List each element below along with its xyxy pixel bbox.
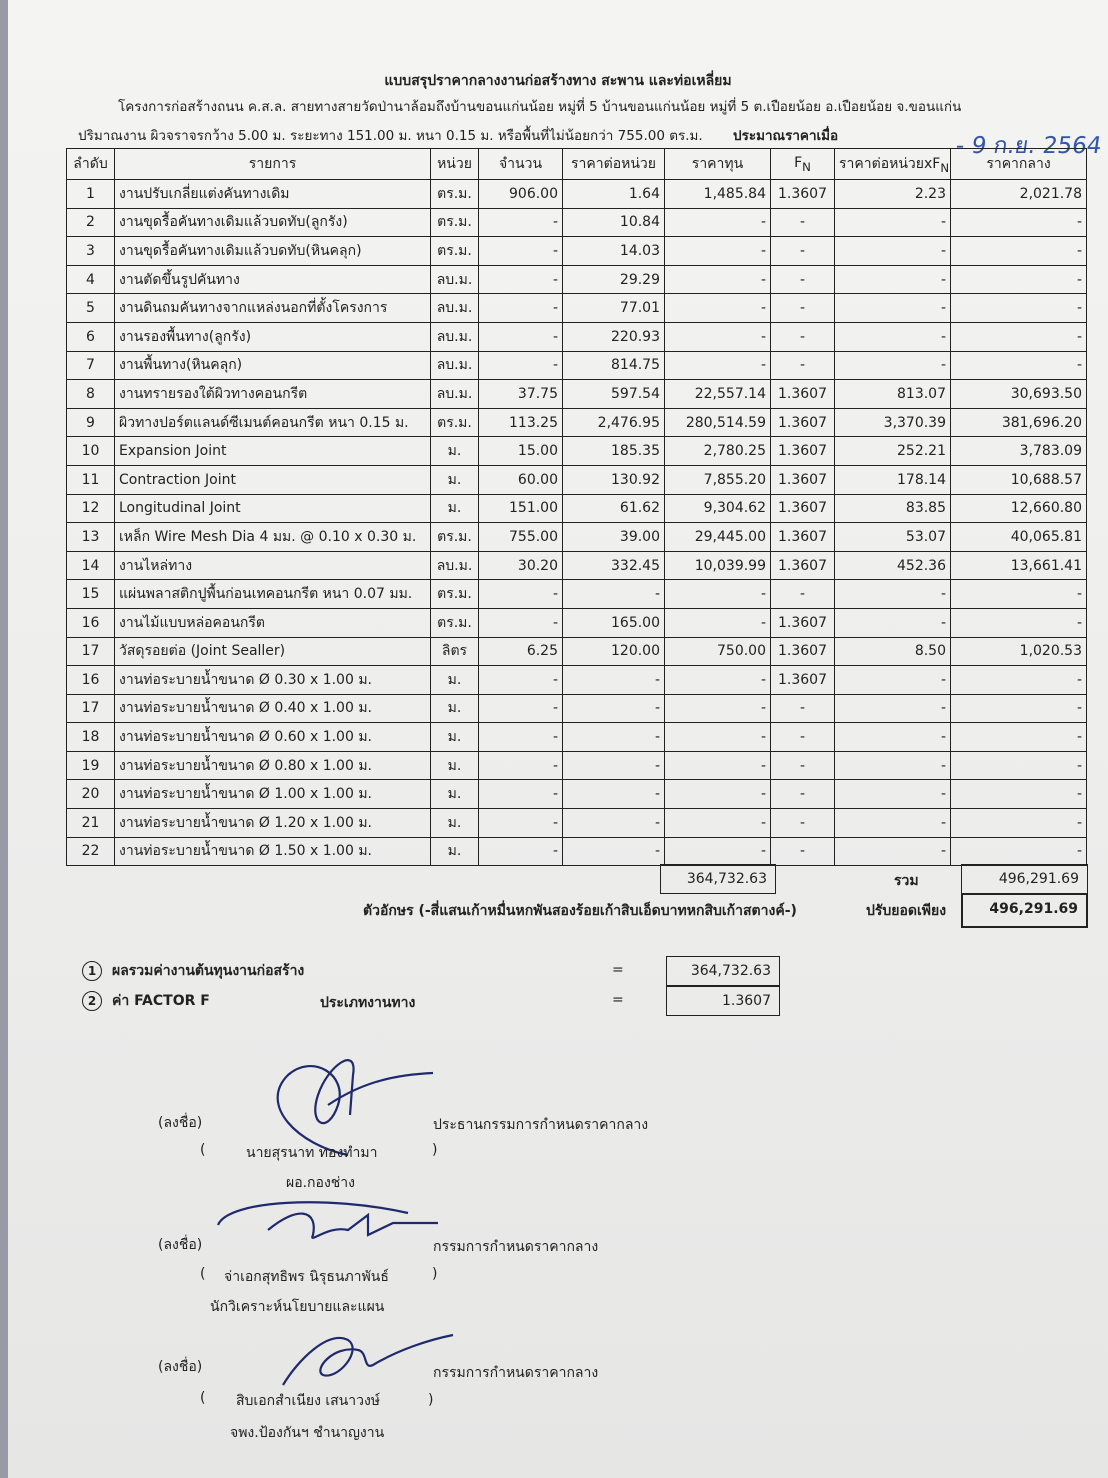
row-item: Contraction Joint	[115, 465, 431, 494]
row-qty: -	[479, 294, 563, 323]
row-unit-price: 165.00	[563, 608, 665, 637]
row-qty: -	[479, 265, 563, 294]
row-no: 6	[67, 322, 115, 351]
row-item: งานตัดขึ้นรูปคันทาง	[115, 265, 431, 294]
sign-label-3: (ลงชื่อ)	[158, 1359, 203, 1375]
row-median-price: -	[951, 322, 1087, 351]
row-factor: -	[771, 723, 835, 752]
row-cost: -	[665, 208, 771, 237]
row-item: งานท่อระบายน้ำขนาด Ø 1.50 x 1.00 ม.	[115, 837, 431, 866]
table-row	[67, 494, 1087, 523]
row-median-price: 10,688.57	[951, 465, 1087, 494]
row-unit-price: 2,476.95	[563, 408, 665, 437]
row-unit-price-x-f: -	[835, 694, 951, 723]
row-unit-price: -	[563, 694, 665, 723]
table-row	[67, 809, 1087, 838]
row-no: 11	[67, 465, 115, 494]
row-unit: ม.	[431, 751, 479, 780]
header-unit: หน่วย	[431, 149, 479, 180]
table-row	[67, 837, 1087, 866]
row-unit: ม.	[431, 437, 479, 466]
row-cost: -	[665, 837, 771, 866]
row-median-price: -	[951, 608, 1087, 637]
row-qty: -	[479, 322, 563, 351]
row-qty: 6.25	[479, 637, 563, 666]
row-median-price: -	[951, 694, 1087, 723]
row-unit: ลบ.ม.	[431, 380, 479, 409]
row-unit-price-x-f: 2.23	[835, 180, 951, 209]
row-no: 8	[67, 380, 115, 409]
row-no: 7	[67, 351, 115, 380]
header-item: รายการ	[115, 149, 431, 180]
table-row	[67, 608, 1087, 637]
row-unit: ตร.ม.	[431, 208, 479, 237]
row-unit-price-x-f: -	[835, 265, 951, 294]
row-median-price: -	[951, 351, 1087, 380]
table-row	[67, 637, 1087, 666]
row-unit-price: 120.00	[563, 637, 665, 666]
row-qty: -	[479, 694, 563, 723]
signer-2-position: นักวิเคราะห์นโยบายและแผน	[210, 1299, 385, 1315]
row-item: งานไหล่ทาง	[115, 551, 431, 580]
row-cost: -	[665, 666, 771, 695]
row-factor: 1.3607	[771, 437, 835, 466]
row-unit: ม.	[431, 809, 479, 838]
row-factor: -	[771, 694, 835, 723]
row-cost: -	[665, 809, 771, 838]
row-cost: 750.00	[665, 637, 771, 666]
signer-3-name: สิบเอกสำเนียง เสนาวงษ์	[236, 1393, 381, 1409]
row-median-price: 13,661.41	[951, 551, 1087, 580]
row-unit: ม.	[431, 494, 479, 523]
cost-total-box: 364,732.63	[660, 864, 776, 894]
row-factor: -	[771, 294, 835, 323]
row-median-price: -	[951, 723, 1087, 752]
row-unit: ลิตร	[431, 637, 479, 666]
row-factor: -	[771, 809, 835, 838]
row-no: 3	[67, 237, 115, 266]
row-unit: ตร.ม.	[431, 180, 479, 209]
sign-label-2: (ลงชื่อ)	[158, 1237, 203, 1253]
header-unit-price-x-f: ราคาต่อหน่วย$xF_N$	[835, 149, 951, 180]
row-factor: 1.3607	[771, 408, 835, 437]
row-item: แผ่นพลาสติกปูพื้นก่อนเทคอนกรีต หนา 0.07 มม.	[115, 580, 431, 609]
row-cost: 10,039.99	[665, 551, 771, 580]
row-unit: ตร.ม.	[431, 580, 479, 609]
row-item: ผิวทางปอร์ตแลนด์ซีเมนต์คอนกรีต หนา 0.15 ม.	[115, 408, 431, 437]
signer-1-position: ผอ.กองช่าง	[286, 1175, 355, 1191]
row-unit-price: 77.01	[563, 294, 665, 323]
row-unit-price-x-f: -	[835, 294, 951, 323]
row-factor: -	[771, 837, 835, 866]
sum-value-box: 496,291.69	[961, 864, 1088, 894]
row-unit-price-x-f: 252.21	[835, 437, 951, 466]
row-unit-price-x-f: -	[835, 208, 951, 237]
row-cost: 22,557.14	[665, 380, 771, 409]
row-qty: -	[479, 208, 563, 237]
row-no: 9	[67, 408, 115, 437]
row-item: งานท่อระบายน้ำขนาด Ø 0.40 x 1.00 ม.	[115, 694, 431, 723]
adjusted-value-box: 496,291.69	[961, 894, 1088, 928]
table-row	[67, 580, 1087, 609]
row-median-price: 1,020.53	[951, 637, 1087, 666]
row-cost: 7,855.20	[665, 465, 771, 494]
row-median-price: -	[951, 751, 1087, 780]
row-unit: ม.	[431, 780, 479, 809]
row-unit-price-x-f: -	[835, 237, 951, 266]
table-header-row	[67, 149, 1087, 180]
row-unit: ลบ.ม.	[431, 351, 479, 380]
row-unit-price: 597.54	[563, 380, 665, 409]
row-unit-price: 14.03	[563, 237, 665, 266]
row-unit: ม.	[431, 694, 479, 723]
summary-item-1	[82, 960, 304, 982]
row-qty: -	[479, 723, 563, 752]
estimate-date-handwritten: - 9 ก.ย. 2564	[954, 133, 1104, 159]
row-cost: -	[665, 351, 771, 380]
summary-item-2	[82, 990, 210, 1012]
row-unit-price: 220.93	[563, 322, 665, 351]
table-row	[67, 780, 1087, 809]
signer-1-open-paren: (	[200, 1142, 206, 1158]
row-cost: -	[665, 694, 771, 723]
row-median-price: 3,783.09	[951, 437, 1087, 466]
row-qty: 906.00	[479, 180, 563, 209]
row-no: 10	[67, 437, 115, 466]
document-page	[8, 0, 1108, 1478]
row-item: งานท่อระบายน้ำขนาด Ø 0.30 x 1.00 ม.	[115, 666, 431, 695]
row-median-price: -	[951, 208, 1087, 237]
row-unit-price: 1.64	[563, 180, 665, 209]
row-factor: -	[771, 351, 835, 380]
table-row	[67, 723, 1087, 752]
quantity-text: ปริมาณงาน ผิวจราจรกว้าง 5.00 ม. ระยะทาง 151.00 ม. หนา 0.15 ม. หรือพื้นที่ไม่น้อยกว่า 755.00 ตร.ม.	[78, 128, 703, 144]
row-unit-price: 61.62	[563, 494, 665, 523]
table-row	[67, 408, 1087, 437]
row-median-price: -	[951, 809, 1087, 838]
row-unit-price: 130.92	[563, 465, 665, 494]
row-unit-price: 10.84	[563, 208, 665, 237]
row-unit-price-x-f: -	[835, 322, 951, 351]
row-unit-price-x-f: 83.85	[835, 494, 951, 523]
row-unit-price: -	[563, 666, 665, 695]
row-qty: 37.75	[479, 380, 563, 409]
row-median-price: -	[951, 837, 1087, 866]
row-qty: -	[479, 666, 563, 695]
row-qty: -	[479, 837, 563, 866]
adjusted-label: ปรับยอดเพียง	[866, 903, 947, 919]
table-row	[67, 666, 1087, 695]
header-cost: ราคาทุน	[665, 149, 771, 180]
row-item: งานท่อระบายน้ำขนาด Ø 1.00 x 1.00 ม.	[115, 780, 431, 809]
table-row	[67, 294, 1087, 323]
summary-item-1-label: ผลรวมค่างานต้นทุนงานก่อสร้าง	[112, 963, 305, 979]
row-qty: 113.25	[479, 408, 563, 437]
row-unit-price: -	[563, 751, 665, 780]
row-unit-price: -	[563, 723, 665, 752]
row-qty: -	[479, 608, 563, 637]
row-unit-price-x-f: 178.14	[835, 465, 951, 494]
row-no: 15	[67, 580, 115, 609]
table-row	[67, 465, 1087, 494]
header-median-price: ราคากลาง	[951, 149, 1087, 180]
row-qty: 60.00	[479, 465, 563, 494]
table-row	[67, 351, 1087, 380]
row-qty: 30.20	[479, 551, 563, 580]
row-unit-price-x-f: -	[835, 837, 951, 866]
signer-2-close-paren: )	[432, 1266, 438, 1282]
row-no: 22	[67, 837, 115, 866]
signer-2-name: จ่าเอกสุทธิพร นิรุธนภาพันธ์	[224, 1269, 389, 1285]
row-unit-price-x-f: 452.36	[835, 551, 951, 580]
row-cost: -	[665, 780, 771, 809]
row-unit: ลบ.ม.	[431, 551, 479, 580]
row-item: งานไม้แบบหล่อคอนกรีต	[115, 608, 431, 637]
row-qty: -	[479, 580, 563, 609]
row-cost: -	[665, 294, 771, 323]
header-unit-price: ราคาต่อหน่วย	[563, 149, 665, 180]
row-item: งานพื้นทาง(หินคลุก)	[115, 351, 431, 380]
row-unit-price-x-f: -	[835, 666, 951, 695]
row-qty: -	[479, 237, 563, 266]
row-unit-price-x-f: 3,370.39	[835, 408, 951, 437]
row-median-price: 2,021.78	[951, 180, 1087, 209]
row-unit: ม.	[431, 465, 479, 494]
row-unit: ม.	[431, 723, 479, 752]
row-no: 5	[67, 294, 115, 323]
row-cost: -	[665, 237, 771, 266]
row-factor: -	[771, 265, 835, 294]
circled-number-2: 2	[82, 991, 102, 1011]
row-unit: ตร.ม.	[431, 237, 479, 266]
row-factor: 1.3607	[771, 551, 835, 580]
row-unit-price-x-f: -	[835, 608, 951, 637]
row-median-price: -	[951, 294, 1087, 323]
signer-1-close-paren: )	[432, 1142, 438, 1158]
row-unit-price: -	[563, 780, 665, 809]
signature-2	[208, 1195, 448, 1255]
row-unit-price-x-f: -	[835, 351, 951, 380]
row-factor: -	[771, 322, 835, 351]
row-factor: 1.3607	[771, 666, 835, 695]
row-cost: -	[665, 751, 771, 780]
row-unit-price-x-f: -	[835, 809, 951, 838]
table-row	[67, 751, 1087, 780]
row-no: 2	[67, 208, 115, 237]
row-no: 16	[67, 608, 115, 637]
row-factor: -	[771, 237, 835, 266]
summary-item-2-value: 1.3607	[666, 986, 780, 1016]
row-no: 12	[67, 494, 115, 523]
row-unit-price: 332.45	[563, 551, 665, 580]
row-no: 1	[67, 180, 115, 209]
row-item: งานขุดรื้อคันทางเดิมแล้วบดทับ(ลูกรัง)	[115, 208, 431, 237]
amount-in-words: ตัวอักษร (-สี่แสนเก้าหมื่นหกพันสองร้อยเก้าสิบเอ็ดบาทหกสิบเก้าสตางค์-)	[363, 903, 797, 919]
row-cost: -	[665, 723, 771, 752]
row-unit-price-x-f: -	[835, 751, 951, 780]
row-no: 14	[67, 551, 115, 580]
row-unit-price: 29.29	[563, 265, 665, 294]
row-qty: 151.00	[479, 494, 563, 523]
row-median-price: 40,065.81	[951, 523, 1087, 552]
row-qty: 755.00	[479, 523, 563, 552]
signer-1-name: นายสุรนาท ทองทำมา	[246, 1145, 378, 1161]
summary-item-2-label: ค่า FACTOR F	[112, 993, 210, 1009]
signer-2-open-paren: (	[200, 1266, 206, 1282]
row-unit-price-x-f: 8.50	[835, 637, 951, 666]
row-factor: 1.3607	[771, 380, 835, 409]
signer-3-position: จพง.ป้องกันฯ ชำนาญงาน	[230, 1425, 385, 1441]
row-item: งานท่อระบายน้ำขนาด Ø 1.20 x 1.00 ม.	[115, 809, 431, 838]
row-no: 13	[67, 523, 115, 552]
quantity-line	[78, 124, 838, 146]
row-item: งานรองพื้นทาง(ลูกรัง)	[115, 322, 431, 351]
row-cost: -	[665, 608, 771, 637]
row-factor: 1.3607	[771, 523, 835, 552]
row-qty: -	[479, 351, 563, 380]
header-factor: $F_N$	[771, 149, 835, 180]
header-qty: จำนวน	[479, 149, 563, 180]
table-row	[67, 523, 1087, 552]
row-median-price: -	[951, 780, 1087, 809]
row-item: งานดินถมคันทางจากแหล่งนอกที่ตั้งโครงการ	[115, 294, 431, 323]
table-row	[67, 237, 1087, 266]
row-item: Expansion Joint	[115, 437, 431, 466]
table-row	[67, 265, 1087, 294]
row-item: งานทรายรองใต้ผิวทางคอนกรีต	[115, 380, 431, 409]
signer-3-role: กรรมการกำหนดราคากลาง	[433, 1365, 599, 1381]
row-median-price: 12,660.80	[951, 494, 1087, 523]
row-cost: 280,514.59	[665, 408, 771, 437]
row-qty: -	[479, 780, 563, 809]
signature-3	[278, 1320, 458, 1390]
table-row	[67, 551, 1087, 580]
row-unit: ตร.ม.	[431, 608, 479, 637]
row-unit: ม.	[431, 837, 479, 866]
circled-number-1: 1	[82, 961, 102, 981]
table-row	[67, 322, 1087, 351]
row-unit-price: 814.75	[563, 351, 665, 380]
summary-item-1-eq: =	[612, 962, 624, 978]
project-line: โครงการก่อสร้างถนน ค.ส.ล. สายทางสายวัดป่านาล้อมถึงบ้านขอนแก่นน้อย หมู่ที่ 5 บ้านขอนแก่นน้อย หมู่ที่ 5 ต.เปือยน้อย อ.เปือยน้อย จ.ขอนแก่น	[118, 99, 962, 115]
row-unit-price: -	[563, 837, 665, 866]
row-unit-price-x-f: 813.07	[835, 380, 951, 409]
table-body	[67, 180, 1087, 866]
row-median-price: -	[951, 237, 1087, 266]
row-no: 18	[67, 723, 115, 752]
row-no: 20	[67, 780, 115, 809]
row-cost: -	[665, 265, 771, 294]
row-factor: 1.3607	[771, 465, 835, 494]
row-unit: ม.	[431, 666, 479, 695]
row-unit-price-x-f: -	[835, 723, 951, 752]
row-unit: ลบ.ม.	[431, 322, 479, 351]
table-row	[67, 180, 1087, 209]
sign-label-1: (ลงชื่อ)	[158, 1115, 203, 1131]
row-cost: 2,780.25	[665, 437, 771, 466]
row-factor: -	[771, 208, 835, 237]
row-no: 4	[67, 265, 115, 294]
row-factor: -	[771, 580, 835, 609]
summary-item-2-type: ประเภทงานทาง	[320, 995, 416, 1011]
row-unit-price: 185.35	[563, 437, 665, 466]
signer-3-close-paren: )	[428, 1392, 434, 1408]
row-item: เหล็ก Wire Mesh Dia 4 มม. @ 0.10 x 0.30 ม.	[115, 523, 431, 552]
row-unit: ลบ.ม.	[431, 294, 479, 323]
estimate-label: ประมาณราคาเมื่อ	[733, 128, 839, 144]
row-factor: -	[771, 780, 835, 809]
row-item: งานขุดรื้อคันทางเดิมแล้วบดทับ(หินคลุก)	[115, 237, 431, 266]
row-unit-price-x-f: -	[835, 780, 951, 809]
signer-1-role: ประธานกรรมการกำหนดราคากลาง	[433, 1117, 649, 1133]
row-unit-price-x-f: 53.07	[835, 523, 951, 552]
summary-item-1-value: 364,732.63	[666, 956, 780, 986]
row-cost: 29,445.00	[665, 523, 771, 552]
row-no: 21	[67, 809, 115, 838]
row-item: วัสดุรอยต่อ (Joint Sealler)	[115, 637, 431, 666]
row-qty: -	[479, 809, 563, 838]
row-cost: -	[665, 580, 771, 609]
table-row	[67, 694, 1087, 723]
signer-2-role: กรรมการกำหนดราคากลาง	[433, 1239, 599, 1255]
row-cost: 9,304.62	[665, 494, 771, 523]
summary-item-2-eq: =	[612, 992, 624, 1008]
row-item: งานท่อระบายน้ำขนาด Ø 0.80 x 1.00 ม.	[115, 751, 431, 780]
sum-label: รวม	[894, 873, 919, 889]
row-factor: 1.3607	[771, 494, 835, 523]
row-unit: ตร.ม.	[431, 523, 479, 552]
row-item: งานท่อระบายน้ำขนาด Ø 0.60 x 1.00 ม.	[115, 723, 431, 752]
row-unit-price: 39.00	[563, 523, 665, 552]
row-factor: 1.3607	[771, 608, 835, 637]
row-factor: 1.3607	[771, 637, 835, 666]
row-median-price: -	[951, 666, 1087, 695]
row-qty: -	[479, 751, 563, 780]
row-factor: -	[771, 751, 835, 780]
row-unit: ตร.ม.	[431, 408, 479, 437]
row-unit-price: -	[563, 580, 665, 609]
row-qty: 15.00	[479, 437, 563, 466]
row-item: งานปรับเกลี่ยแต่งคันทางเดิม	[115, 180, 431, 209]
row-no: 17	[67, 694, 115, 723]
row-median-price: -	[951, 580, 1087, 609]
row-median-price: 30,693.50	[951, 380, 1087, 409]
row-no: 16	[67, 666, 115, 695]
row-median-price: 381,696.20	[951, 408, 1087, 437]
document-title: แบบสรุปราคากลางงานก่อสร้างทาง สะพาน และท่อเหลี่ยม	[384, 73, 732, 89]
table-row	[67, 380, 1087, 409]
row-unit: ลบ.ม.	[431, 265, 479, 294]
row-factor: 1.3607	[771, 180, 835, 209]
row-cost: 1,485.84	[665, 180, 771, 209]
header-no: ลำดับ	[67, 149, 115, 180]
row-no: 19	[67, 751, 115, 780]
row-unit-price-x-f: -	[835, 580, 951, 609]
price-table	[66, 148, 1087, 866]
row-cost: -	[665, 322, 771, 351]
table-row	[67, 208, 1087, 237]
signer-3-open-paren: (	[200, 1390, 206, 1406]
row-unit-price: -	[563, 809, 665, 838]
row-median-price: -	[951, 265, 1087, 294]
row-item: Longitudinal Joint	[115, 494, 431, 523]
table-row	[67, 437, 1087, 466]
row-no: 17	[67, 637, 115, 666]
